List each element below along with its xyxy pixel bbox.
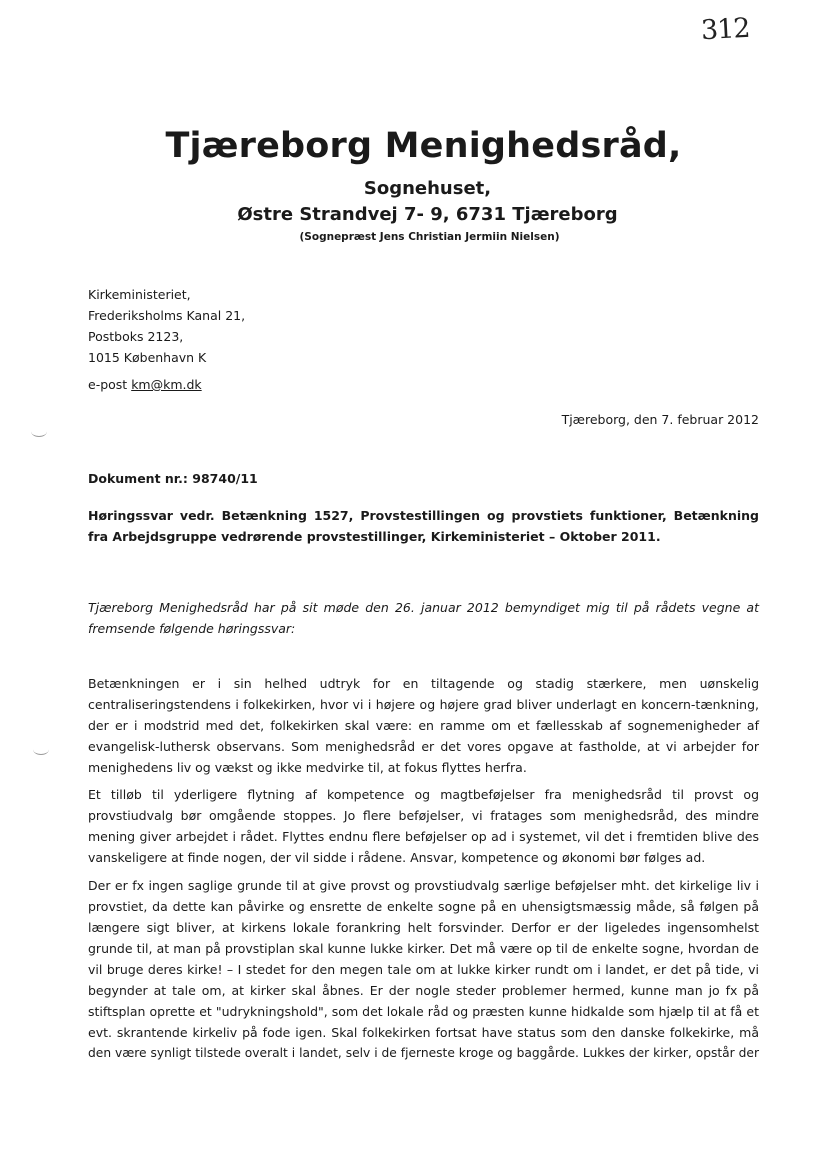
paragraph-line: provstiudvalg bør omgående stoppes. Jo flere beføjelser, vi fratages som menighedsråd, des mindre (88, 808, 759, 823)
body-paragraph (88, 784, 759, 868)
paragraph-line: der er i modstrid med det, folkekirken skal være: en ramme om et fællesskab af sognemenigheder af (88, 718, 759, 733)
email-link[interactable]: km@km.dk (131, 377, 202, 392)
letterhead-building: Sognehuset, (363, 178, 492, 199)
letter-date: Tjæreborg, den 7. februar 2012 (561, 412, 759, 427)
document-number: Dokument nr.: 98740/11 (88, 471, 258, 486)
email-prefix: e-post (88, 377, 128, 392)
paragraph-line: Der er fx ingen saglige grunde til at give provst og provstiudvalg særlige beføjelser mht. det kirkelige liv i (88, 878, 759, 893)
recipient-line: Kirkeministeriet, (88, 287, 191, 302)
letterhead-priest: (Sognepræst Jens Christian Jermiin Nielsen) (299, 231, 560, 243)
paragraph-line: begynder at tale om, at kirker skal åbnes. Er der nogle steder problemer hermed, kunne man jo fx på (88, 983, 759, 998)
body-paragraph (88, 673, 759, 778)
recipient-line: 1015 København K (88, 350, 207, 365)
paragraph-line: vil bruge deres kirke! – I stedet for den megen tale om at lukke kirker rundt om i landet, er det på tide, vi (88, 962, 759, 977)
letterhead-title: Tjæreborg Menighedsråd, (165, 126, 682, 166)
letterhead-address: Østre Strandvej 7- 9, 6731 Tjæreborg (237, 204, 618, 225)
punch-hole-mark (31, 426, 47, 437)
handwritten-page-number: 312 (700, 12, 751, 47)
paragraph-line: Et tilløb til yderligere flytning af kompetence og magtbeføjelser fra menighedsråd til provst og (88, 787, 759, 802)
punch-hole-mark (33, 744, 49, 755)
paragraph-line: grunde til, at man på provstiplan skal kunne lukke kirker. Det må være op til de enkelte sogne, hvordan de (88, 941, 759, 956)
recipient-email (88, 377, 202, 392)
body-paragraph (88, 875, 759, 1064)
letter-intro: Tjæreborg Menighedsråd har på sit møde den 26. januar 2012 bemyndiget mig til på rådets vegne at fremsende følgende høringssvar: (88, 600, 759, 636)
paragraph-line: mening giver arbejdet i rådet. Flyttes endnu flere beføjelser op ad i systemet, vil det i fremtiden blive des (88, 829, 759, 844)
paragraph-line: vanskeligere at finde nogen, der vil sidde i rådene. Ansvar, kompetence og økonomi bør følges ad. (88, 850, 706, 865)
paragraph-line: menighedens liv og vækst og ikke medvirke til, at fokus flyttes herfra. (88, 760, 527, 775)
paragraph-line: centraliseringstendens i folkekirken, hvor vi i højere og højere grad bliver underlagt en koncern-tænkning, (88, 697, 759, 712)
paragraph-line: provstiet, da dette kan påvirke og ensrette de enkelte sogne på en uhensigtsmæssig måde, så følgen på (88, 899, 759, 914)
recipient-line: Frederiksholms Kanal 21, (88, 308, 246, 323)
paragraph-line: evt. skrantende kirkeliv på fode igen. Skal folkekirken fortsat have status som den danske folkekirke, må (88, 1025, 759, 1040)
paragraph-line: den være synligt tilstede overalt i landet, selv i de fjerneste kroge og baggårde. Lukkes der kirker, opstår der (88, 1046, 759, 1060)
paragraph-line: længere sigt bliver, at kirkens lokale forankring helt forsvinder. Derfor er der ligeledes ingensomhelst (88, 920, 759, 935)
paragraph-line: evangelisk-luthersk observans. Som menighedsråd er det vores opgave at fastholde, at vi arbejder for (88, 739, 759, 754)
recipient-address (88, 284, 245, 368)
letter-subject: Høringssvar vedr. Betænkning 1527, Provstestillingen og provstiets funktioner, Betænkning fra Arbejdsgruppe vedrørende provstestillinger, Kirkeministeriet – Oktober 2011. (88, 508, 759, 544)
paragraph-line: Betænkningen er i sin helhed udtryk for en tiltagende og stadig stærkere, men uønskelig (88, 676, 759, 691)
recipient-line: Postboks 2123, (88, 329, 184, 344)
paragraph-line: stiftsplan oprette et "udrykningshold", som det lokale råd og præsten kunne hidkalde som hjælp til at få et (88, 1004, 759, 1019)
